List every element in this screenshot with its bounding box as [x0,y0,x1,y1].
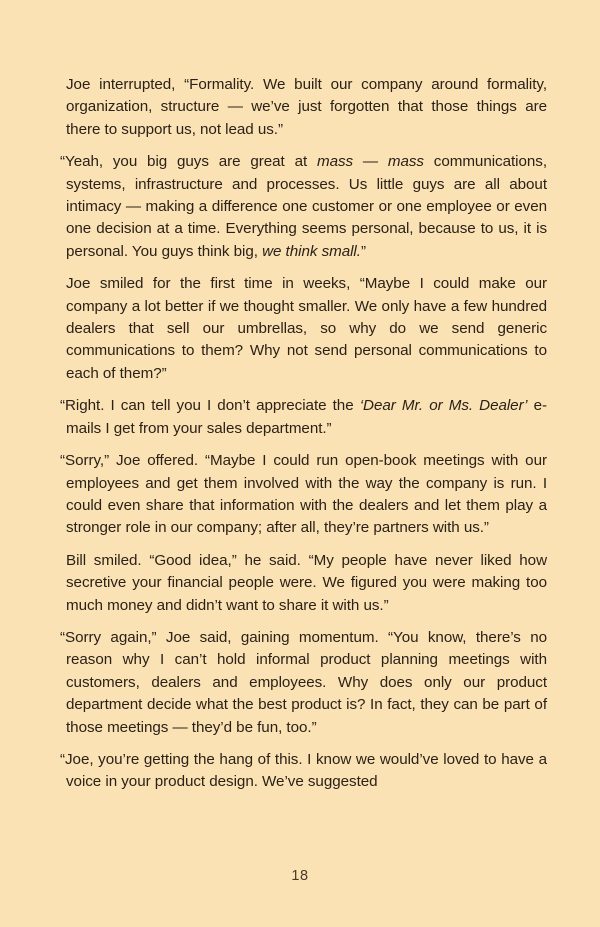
body-paragraph [60,395,548,440]
body-paragraph [60,450,547,540]
page-body-text [60,74,547,794]
text-run: Joe interrupted, “Formality. We built our company around formality, organization, structure — we’ve just forgotten that those things are there to support us, not lead us.” [66,76,547,138]
body-paragraph [60,749,547,794]
body-paragraph [66,74,547,141]
text-run: ” [360,242,366,260]
emphasis-run: we think small. [262,242,361,260]
body-paragraph [66,550,547,617]
text-run: “Joe, you’re getting the hang of this. I know we would’ve loved to have a voice in your product design. We’ve suggested [60,750,547,791]
text-run: Joe smiled for the first time in weeks, “Maybe I could make our company a lot better if we thought smaller. We only have a few hundred dealers that sell our umbrellas, so why do we send generic communications to them? Why not send personal communications to each of them?” [66,275,547,382]
emphasis-run: mass — mass [316,153,424,171]
text-run: “Sorry again,” Joe said, gaining momentum. “You know, there’s no reason why I can’t hold informal product planning meetings with customers, dealers and employees. Why does only our product department decide what the best product is? In fact, they can be part of those meetings — they’d be fun, too.” [60,628,547,736]
text-run: “Yeah, you big guys are great at [60,153,317,171]
page-number: 18 [291,868,309,884]
text-run: “Sorry,” Joe offered. “Maybe I could run open-book meetings with our employees and get them involved with the way the company is run. I could even share that information with the dealers and let them play a stronger role in our company; after all, they’re partners with us.” [60,452,547,537]
body-paragraph [60,151,547,263]
body-paragraph [66,273,547,385]
emphasis-run: ‘Dear Mr. or Ms. Dealer’ [359,397,528,415]
text-run: e-mails I get from your sales department.” [66,397,548,437]
text-run: communications, systems, infrastructure and processes. Us little guys are all about intimacy — making a difference one customer or one employee or even one decision at a time. Everything seems personal, because to us, it is personal. You guys think big, [66,153,547,260]
body-paragraph [60,627,547,739]
text-run: Bill smiled. “Good idea,” he said. “My people have never liked how secretive your financial people were. We figured you were making too much money and didn’t want to share it with us.” [66,551,547,614]
text-run: “Right. I can tell you I don’t appreciate the [60,397,360,415]
